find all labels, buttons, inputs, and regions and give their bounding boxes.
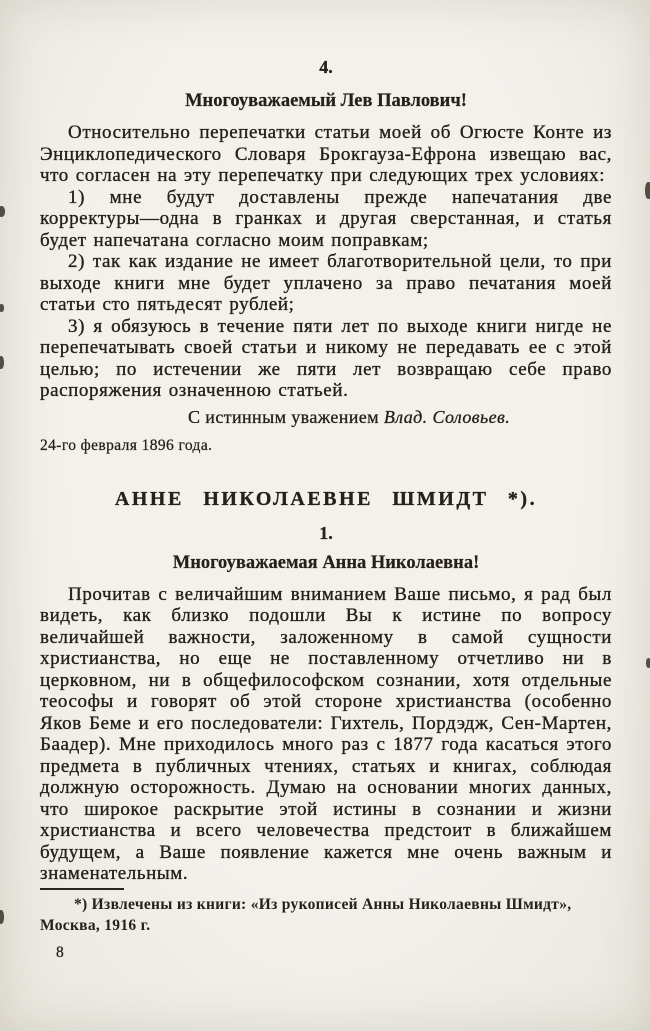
letter-4-paragraph-3: 2) так как издание не имеет благотворительной цели, то при выходе книги мне будет уплачено за право печатания моей статьи сто пятьдесят рублей; bbox=[40, 251, 612, 315]
page-number: 8 bbox=[56, 944, 64, 961]
footnote bbox=[40, 888, 612, 936]
section-heading: АННЕ НИКОЛАЕВНЕ ШМИДТ *). bbox=[114, 487, 538, 510]
letter-4-date: 24-го февраля 1896 года. bbox=[40, 436, 213, 454]
letter-4 bbox=[40, 56, 612, 455]
letter-1-salutation: Многоуважаемая Анна Николаевна! bbox=[172, 552, 480, 573]
letter-1-number: 1. bbox=[319, 522, 333, 543]
scan-artifact bbox=[0, 206, 5, 217]
letter-4-paragraph-1: Относительно перепечатки статьи моей об Огюсте Конте из Энциклопедического Словаря Брокгауза-Ефрона извещаю вас, что согласен на эту перепечатку при следующих трех условиях: bbox=[40, 122, 612, 186]
footnote-rule bbox=[40, 888, 124, 890]
scan-artifact bbox=[0, 304, 4, 312]
scan-artifact bbox=[646, 658, 650, 668]
scan-artifact bbox=[0, 356, 4, 369]
letter-4-closing bbox=[188, 405, 612, 429]
letter-4-paragraph-4: 3) я обязуюсь в течение пяти лет по выходе книги нигде не перепечатывать своей статьи и никому не передавать ее с этой целью; по истечении же пяти лет возвращаю себе право распоряжения означенною статьей. bbox=[40, 315, 612, 401]
signature-name: Влад. Соловьев. bbox=[383, 406, 511, 427]
letter-4-salutation: Многоуважаемый Лев Павлович! bbox=[185, 91, 467, 111]
footnote-text: *) Извлечены из книги: «Из рукописей Анны Николаевны Шмидт», Москва, 1916 г. bbox=[40, 896, 572, 934]
scan-artifact bbox=[0, 910, 4, 924]
letter-4-paragraph-2: 1) мне будут доставлены прежде напечатания две корректуры—одна в гранках и другая сверстанная, и статья будет напечатана согласно моим поправкам; bbox=[40, 186, 612, 251]
scan-artifact bbox=[645, 182, 650, 199]
section-schmidt-letters bbox=[40, 487, 612, 885]
closing-text: С истинным уважением bbox=[188, 406, 384, 427]
letter-4-number: 4. bbox=[319, 57, 333, 77]
letter-1-paragraph: Прочитав с величайшим вниманием Ваше письмо, я рад был видеть, как близко подошли Вы к истине по вопросу величайшей важности, заложенному в самой сущности христианства, но еще не поставленному отчетливо ни в церковном, ни в общефилософском сознании, хотя отдельные теософы и говорят об этой стороне христианства (особенно Яков Беме и его последователи: Гихтель, Пордэдж, Сен-Мартен, Баадер). Мне приходилось много раз с 1877 года касаться этого предмета в публичных чтениях, статьях и книгах, соблюдая должную осторожность. Думаю на основании многих данных, что широкое раскрытие этой истины в сознании и жизни христианства и всего человечества предстоит в ближайшем будущем, а Ваше появление кажется мне очень важным и знаменательным. bbox=[40, 583, 612, 884]
